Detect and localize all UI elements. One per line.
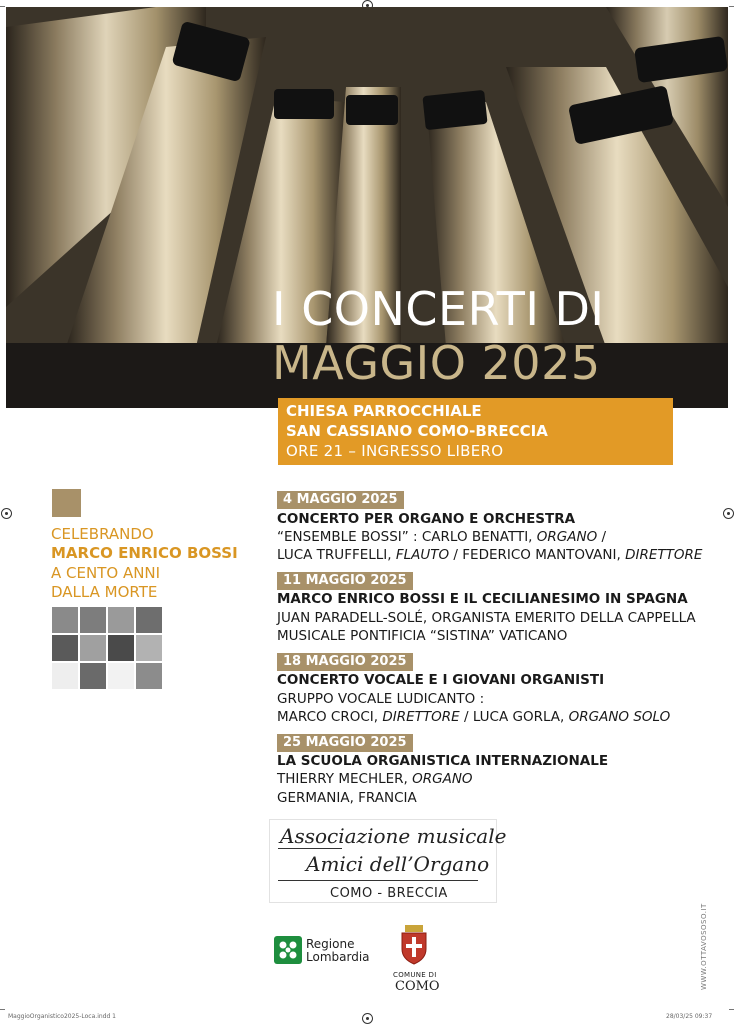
regione-label: Regione [306,937,355,951]
venue-name: CHIESA PARROCCHIALE [286,402,482,420]
designer-url: WWW.OTTAVOSOSO.IT [700,903,708,990]
concert-performers-3b: MARCO CROCI, DIRETTORE / LUCA GORLA, ORGANO SOLO [277,709,671,725]
crop-mark [729,6,734,7]
concert-performers-1a: “ENSEMBLE BOSSI” : CARLO BENATTI, ORGANO / [277,529,607,545]
registration-mark-bottom [362,1013,373,1024]
celebration-line4: DALLA MORTE [51,583,158,601]
concert-date-2: 11 MAGGIO 2025 [277,572,413,590]
concert-date-4: 25 MAGGIO 2025 [277,734,413,752]
como-coat-of-arms-icon [399,925,429,965]
logo-rule [278,880,478,881]
poster-title-line2: MAGGIO 2025 [272,336,601,390]
venue-box [278,398,673,465]
como-label: COMO [395,979,440,994]
decorative-square [52,489,81,517]
concert-performers-4a: THIERRY MECHLER, ORGANO [277,771,473,787]
concert-performers-3a: GRUPPO VOCALE LUDICANTO : [277,691,485,707]
comune-di-como-logo [391,925,439,995]
celebration-line1: CELEBRANDO [51,525,154,543]
association-name-line1: Associazione musicale [280,824,507,848]
concert-performers-2a: JUAN PARADELL-SOLÉ, ORGANISTA EMERITO DELLA CAPPELLA [277,610,696,626]
registration-mark-right [723,508,734,519]
concert-performers-2b: MUSICALE PONTIFICIA “SISTINA” VATICANO [277,628,568,644]
concert-title-1: CONCERTO PER ORGANO E ORCHESTRA [277,511,576,527]
comune-label: COMUNE DI [393,971,437,979]
concert-performers-4b: GERMANIA, FRANCIA [277,790,417,806]
concert-date-1: 4 MAGGIO 2025 [277,491,404,509]
poster-title-line1: I CONCERTI DI [272,282,605,336]
crop-mark [0,6,5,7]
association-city: COMO - BRECCIA [330,886,448,901]
association-logo [269,819,507,903]
crop-mark [0,1009,5,1010]
concert-title-4: LA SCUOLA ORGANISTICA INTERNAZIONALE [277,753,609,769]
lombardia-label: Lombardia [306,950,370,964]
venue-location: SAN CASSIANO COMO-BRECCIA [286,422,548,440]
concert-date-3: 18 MAGGIO 2025 [277,653,413,671]
lombardia-rose-icon [274,936,302,964]
venue-time: ORE 21 – INGRESSO LIBERO [286,442,504,460]
logo-rule [278,848,342,849]
print-filename: MaggioOrganistico2025-Loca.indd 1 [8,1013,116,1020]
association-name-line2: Amici dell’Organo [306,852,490,876]
crop-mark [729,1009,734,1010]
concert-title-2: MARCO ENRICO BOSSI E IL CECILIANESIMO IN SPAGNA [277,591,688,607]
regione-lombardia-logo [274,935,374,965]
print-timestamp: 28/03/25 09:37 [666,1013,713,1020]
concert-performers-1b: LUCA TRUFFELLI, FLAUTO / FEDERICO MANTOVANI, DIRETTORE [277,547,703,563]
celebration-line3: A CENTO ANNI [51,564,161,582]
bossi-portrait-mosaic [52,607,163,688]
celebration-name: MARCO ENRICO BOSSI [51,544,238,562]
concert-title-3: CONCERTO VOCALE E I GIOVANI ORGANISTI [277,672,605,688]
registration-mark-left [1,508,12,519]
